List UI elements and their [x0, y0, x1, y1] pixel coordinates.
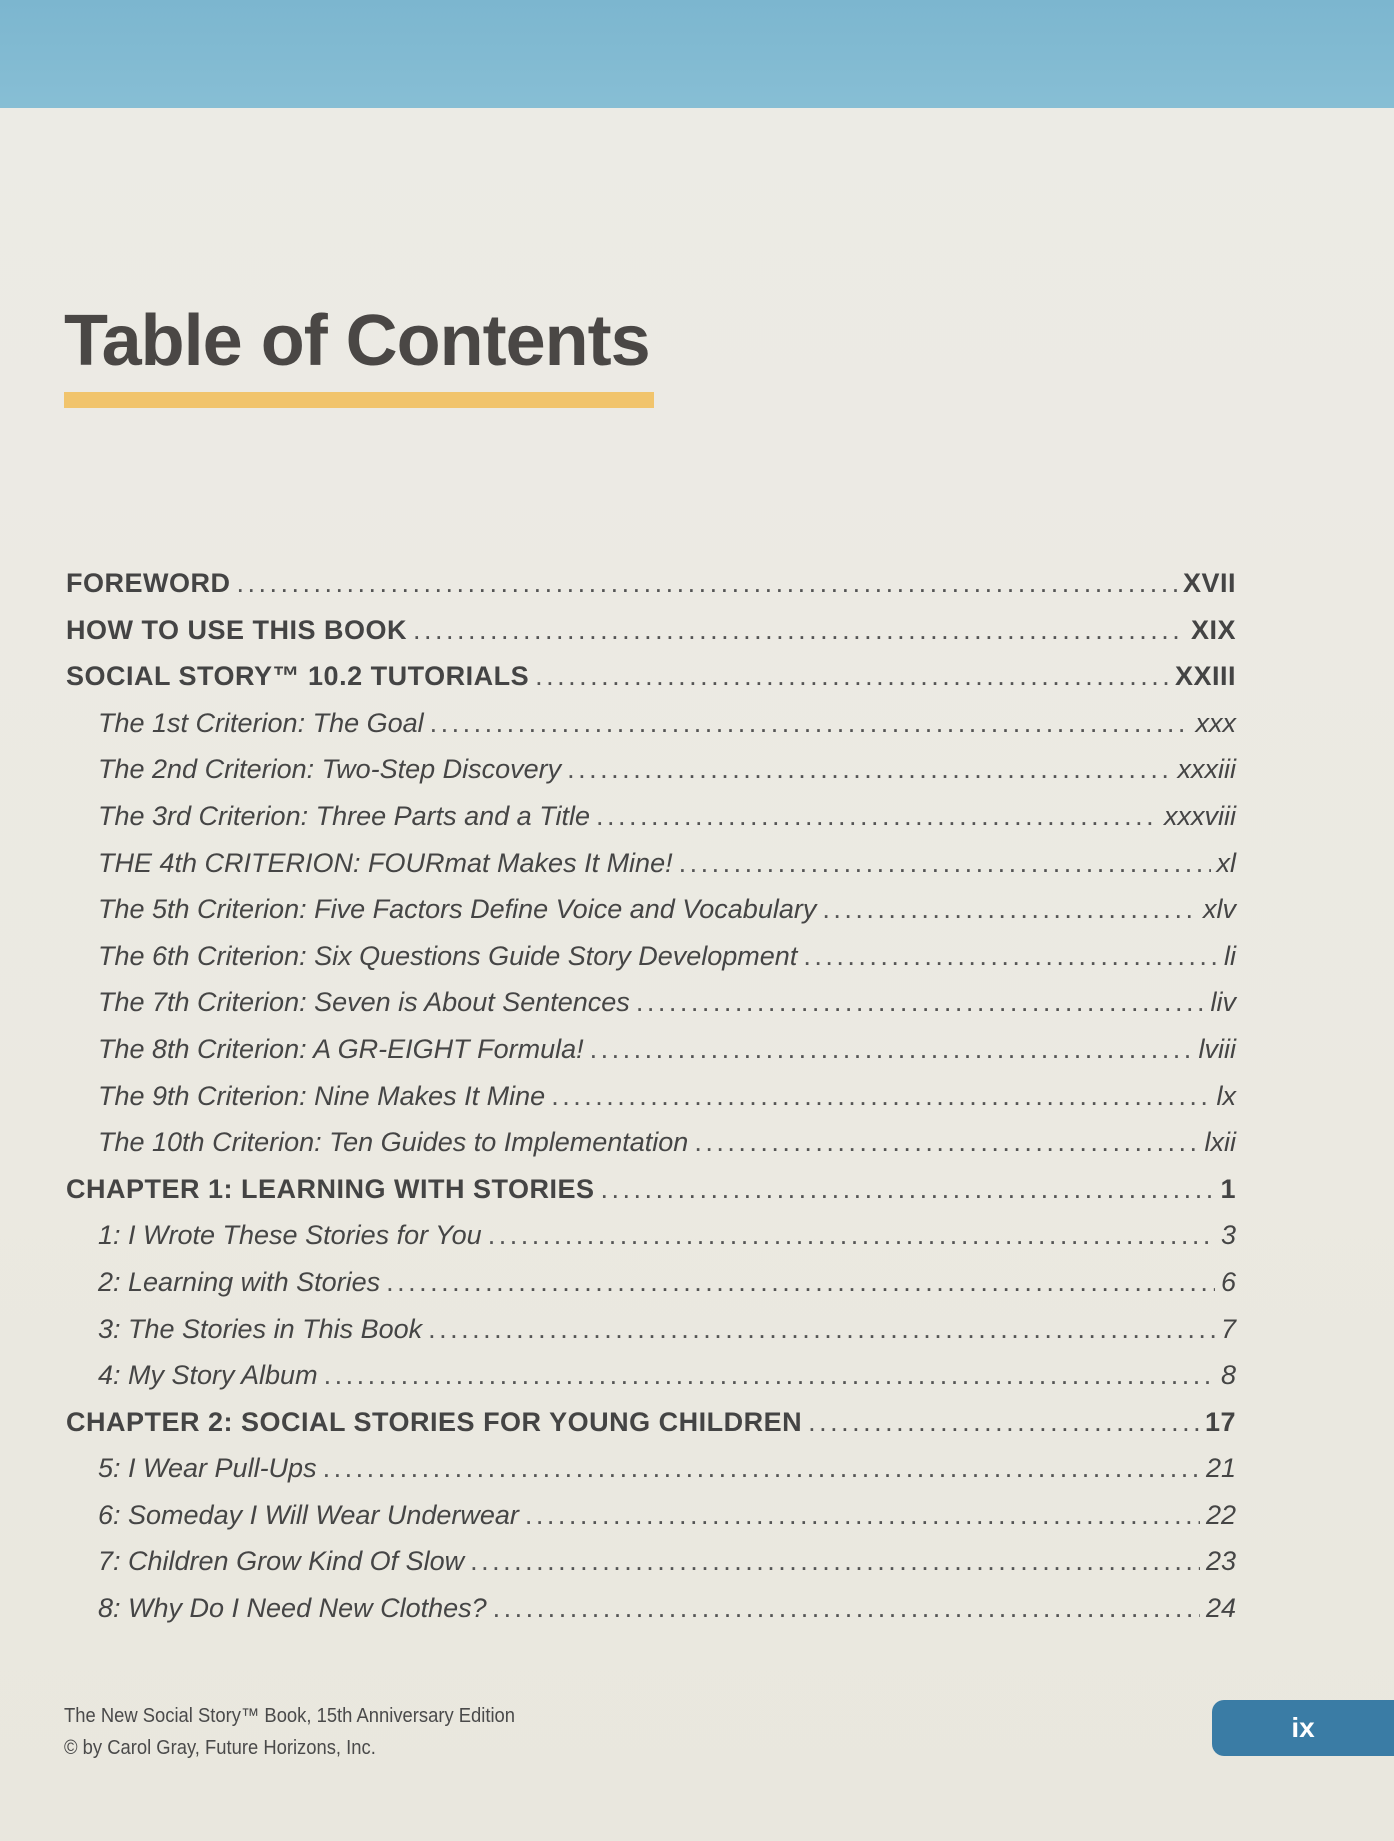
dot-leader — [493, 1585, 1200, 1632]
toc-subentry — [66, 746, 1236, 793]
toc-entry-title: The 6th Criterion: Six Questions Guide Story Development — [98, 940, 798, 971]
dot-leader — [808, 1399, 1199, 1446]
dot-leader — [803, 933, 1218, 980]
toc-page-number: xxxiii — [1177, 754, 1236, 785]
dot-leader — [679, 840, 1211, 887]
toc-entry-title: 4: My Story Album — [98, 1360, 318, 1391]
dot-leader — [636, 979, 1205, 1026]
toc-entry-title: SOCIAL STORY™ 10.2 TUTORIALS — [66, 661, 530, 692]
dot-leader — [535, 653, 1169, 700]
toc-subentry — [66, 1212, 1236, 1259]
table-of-contents — [66, 560, 1236, 1632]
toc-section-entry — [66, 653, 1236, 700]
page-footer — [64, 1700, 554, 1764]
toc-page-number: xl — [1216, 847, 1236, 878]
toc-page-number: XXIII — [1174, 661, 1236, 692]
toc-entry-title: FOREWORD — [66, 568, 231, 598]
toc-section-entry — [66, 607, 1236, 654]
toc-page-number: xxxviii — [1164, 800, 1236, 831]
toc-entry-title: The 1st Criterion: The Goal — [98, 707, 424, 738]
dot-leader — [470, 1538, 1200, 1585]
toc-entry-title: CHAPTER 1: LEARNING WITH STORIES — [66, 1173, 595, 1204]
dot-leader — [694, 1119, 1198, 1166]
toc-page-number: 8 — [1220, 1360, 1236, 1391]
toc-subentry — [66, 886, 1236, 933]
toc-entry-title: The 3rd Criterion: Three Parts and a Title — [98, 800, 590, 831]
toc-page-number: XIX — [1190, 614, 1236, 645]
toc-page-number: 23 — [1205, 1546, 1236, 1577]
toc-page-number: xlv — [1203, 894, 1236, 925]
toc-entry-title: 8: Why Do I Need New Clothes? — [98, 1593, 487, 1624]
dot-leader — [551, 1073, 1210, 1120]
toc-entry-title: THE 4th CRITERION: FOURmat Makes It Mine! — [98, 847, 673, 878]
toc-page-number: lxii — [1204, 1127, 1236, 1158]
title-underline — [64, 392, 654, 408]
dot-leader — [324, 1352, 1215, 1399]
toc-entry-title: The 9th Criterion: Nine Makes It Mine — [98, 1080, 546, 1111]
book-title-line: The New Social Story™ Book, 15th Anniversary Edition — [64, 1705, 516, 1727]
toc-page-number: 24 — [1205, 1593, 1236, 1624]
toc-subentry — [66, 1119, 1236, 1166]
toc-entry-title: 5: I Wear Pull-Ups — [98, 1453, 317, 1484]
toc-page-number: li — [1224, 940, 1236, 971]
toc-subentry — [66, 840, 1236, 887]
toc-section-entry — [66, 1399, 1236, 1446]
toc-subentry — [66, 933, 1236, 980]
dot-leader — [413, 607, 1185, 654]
toc-subentry — [66, 1352, 1236, 1399]
toc-subentry — [66, 793, 1236, 840]
toc-section-entry — [66, 560, 1236, 607]
page-title: Table of Contents — [64, 301, 650, 381]
dot-leader — [428, 1306, 1215, 1353]
toc-page-number: lx — [1216, 1080, 1236, 1111]
copyright-line: © by Carol Gray, Future Horizons, Inc. — [64, 1737, 376, 1759]
toc-subentry — [66, 1073, 1236, 1120]
toc-subentry — [66, 1306, 1236, 1353]
toc-page-number: 17 — [1204, 1406, 1236, 1437]
toc-page-number: 22 — [1205, 1499, 1236, 1530]
dot-leader — [430, 700, 1190, 747]
dot-leader — [596, 793, 1158, 840]
toc-entry-title: The 7th Criterion: Seven is About Sentences — [98, 987, 630, 1018]
toc-page-number: 21 — [1205, 1453, 1236, 1484]
dot-leader — [236, 560, 1176, 607]
toc-entry-title: The 10th Criterion: Ten Guides to Implementation — [98, 1127, 689, 1158]
toc-subentry — [66, 700, 1236, 747]
dot-leader — [567, 746, 1171, 793]
toc-subentry — [66, 1259, 1236, 1306]
top-color-band — [0, 0, 1394, 118]
toc-page-number: 6 — [1220, 1266, 1236, 1297]
toc-subentry — [66, 1026, 1236, 1073]
dot-leader — [525, 1492, 1200, 1539]
toc-page-number: 7 — [1220, 1313, 1236, 1344]
toc-subentry — [66, 1585, 1236, 1632]
toc-entry-title: The 5th Criterion: Five Factors Define Voice and Vocabulary — [98, 894, 817, 925]
toc-page-number: liv — [1210, 987, 1236, 1018]
toc-entry-title: HOW TO USE THIS BOOK — [66, 614, 408, 645]
page-number-tab: ix — [1212, 1700, 1394, 1756]
toc-entry-title: 3: The Stories in This Book — [98, 1313, 423, 1344]
toc-page-number: 1 — [1220, 1173, 1236, 1204]
dot-leader — [386, 1259, 1215, 1306]
toc-entry-title: 7: Children Grow Kind Of Slow — [98, 1546, 465, 1577]
toc-entry-title: 1: I Wrote These Stories for You — [98, 1220, 482, 1251]
toc-entry-title: CHAPTER 2: SOCIAL STORIES FOR YOUNG CHILDREN — [66, 1406, 803, 1437]
toc-entry-title: 6: Someday I Will Wear Underwear — [98, 1499, 519, 1530]
dot-leader — [601, 1166, 1215, 1213]
dot-leader — [323, 1445, 1200, 1492]
toc-page-number: 3 — [1220, 1220, 1236, 1251]
dot-leader — [590, 1026, 1193, 1073]
dot-leader — [822, 886, 1197, 933]
dot-leader — [488, 1212, 1215, 1259]
toc-entry-title: 2: Learning with Stories — [98, 1266, 381, 1297]
toc-page-number: xxx — [1195, 707, 1236, 738]
toc-page-number: lviii — [1198, 1033, 1236, 1064]
toc-entry-title: The 8th Criterion: A GR-EIGHT Formula! — [98, 1033, 584, 1064]
toc-section-entry — [66, 1166, 1236, 1213]
toc-page-number: XVII — [1182, 568, 1236, 598]
toc-subentry — [66, 1492, 1236, 1539]
toc-subentry — [66, 1445, 1236, 1492]
toc-subentry — [66, 979, 1236, 1026]
toc-entry-title: The 2nd Criterion: Two-Step Discovery — [98, 754, 562, 785]
toc-subentry — [66, 1538, 1236, 1585]
